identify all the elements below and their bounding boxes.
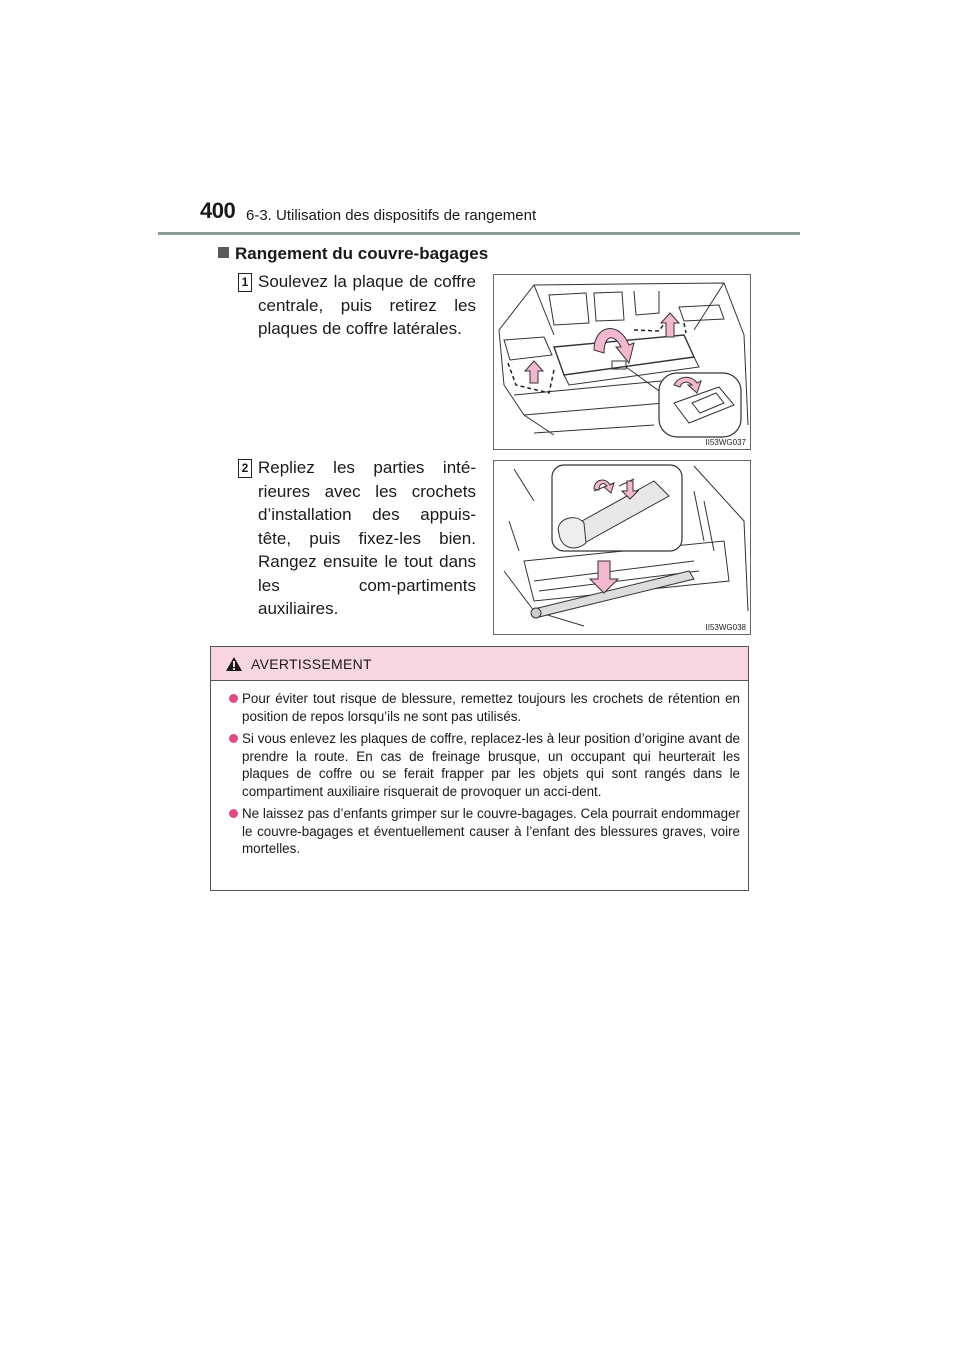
figure-auxiliary-compartment <box>493 460 751 635</box>
up-arrow-icon <box>525 361 543 383</box>
step-number-2: 2 <box>238 459 252 478</box>
warning-item: Si vous enlevez les plaques de coffre, replacez-les à leur position d’origine avant de prendre la route. En cas de freinage brusque, un occupant qui heurterait les plaques de coffre ou se ferait frapper par les objets qui sont rangés dans le compartiment auxiliaire risquerait de provoquer un acci-dent. <box>229 730 740 800</box>
step-text-1: Soulevez la plaque de coffre centrale, puis retirez les plaques de coffre latérales. <box>258 272 476 338</box>
warning-list <box>211 681 748 858</box>
warning-box <box>210 646 749 891</box>
section-title-text: Rangement du couvre-bagages <box>235 244 489 263</box>
warning-triangle-icon <box>225 656 243 672</box>
warning-title: AVERTISSEMENT <box>251 655 372 672</box>
curved-arrow-icon <box>594 329 634 363</box>
step-text-2: Repliez les parties inté-rieures avec les crochets d’installation des appuis-tête, puis fixez-les bien. Rangez ensuite le tout dans les com-partiments auxiliaires. <box>258 458 476 618</box>
figure-code-1: II53WG037 <box>705 438 746 447</box>
auxiliary-compartment-illustration <box>494 461 750 634</box>
warning-header <box>211 647 748 681</box>
bullet-icon <box>229 809 238 818</box>
section-title <box>218 244 488 264</box>
page-number: 400 <box>200 198 236 223</box>
bullet-icon <box>229 734 238 743</box>
header-rule <box>158 232 800 235</box>
running-title: 6-3. Utilisation des dispositifs de rangement <box>246 207 537 224</box>
bullet-icon <box>229 694 238 703</box>
figure-trunk-plates <box>493 274 751 450</box>
warning-item: Ne laissez pas d’enfants grimper sur le couvre-bagages. Cela pourrait endommager le couvre-bagages et éventuellement causer à l’enfant des blessures graves, voire mortelles. <box>229 805 740 858</box>
warning-item: Pour éviter tout risque de blessure, remettez toujours les crochets de rétention en position de repos lorsqu’ils ne sont pas utilisés. <box>229 690 740 725</box>
up-arrow-icon <box>661 313 679 337</box>
trunk-plates-illustration <box>494 275 750 449</box>
step-number-1: 1 <box>238 273 252 292</box>
figure-code-2: II53WG038 <box>705 623 746 632</box>
section-square-icon <box>218 247 229 258</box>
down-arrow-icon <box>590 561 618 593</box>
